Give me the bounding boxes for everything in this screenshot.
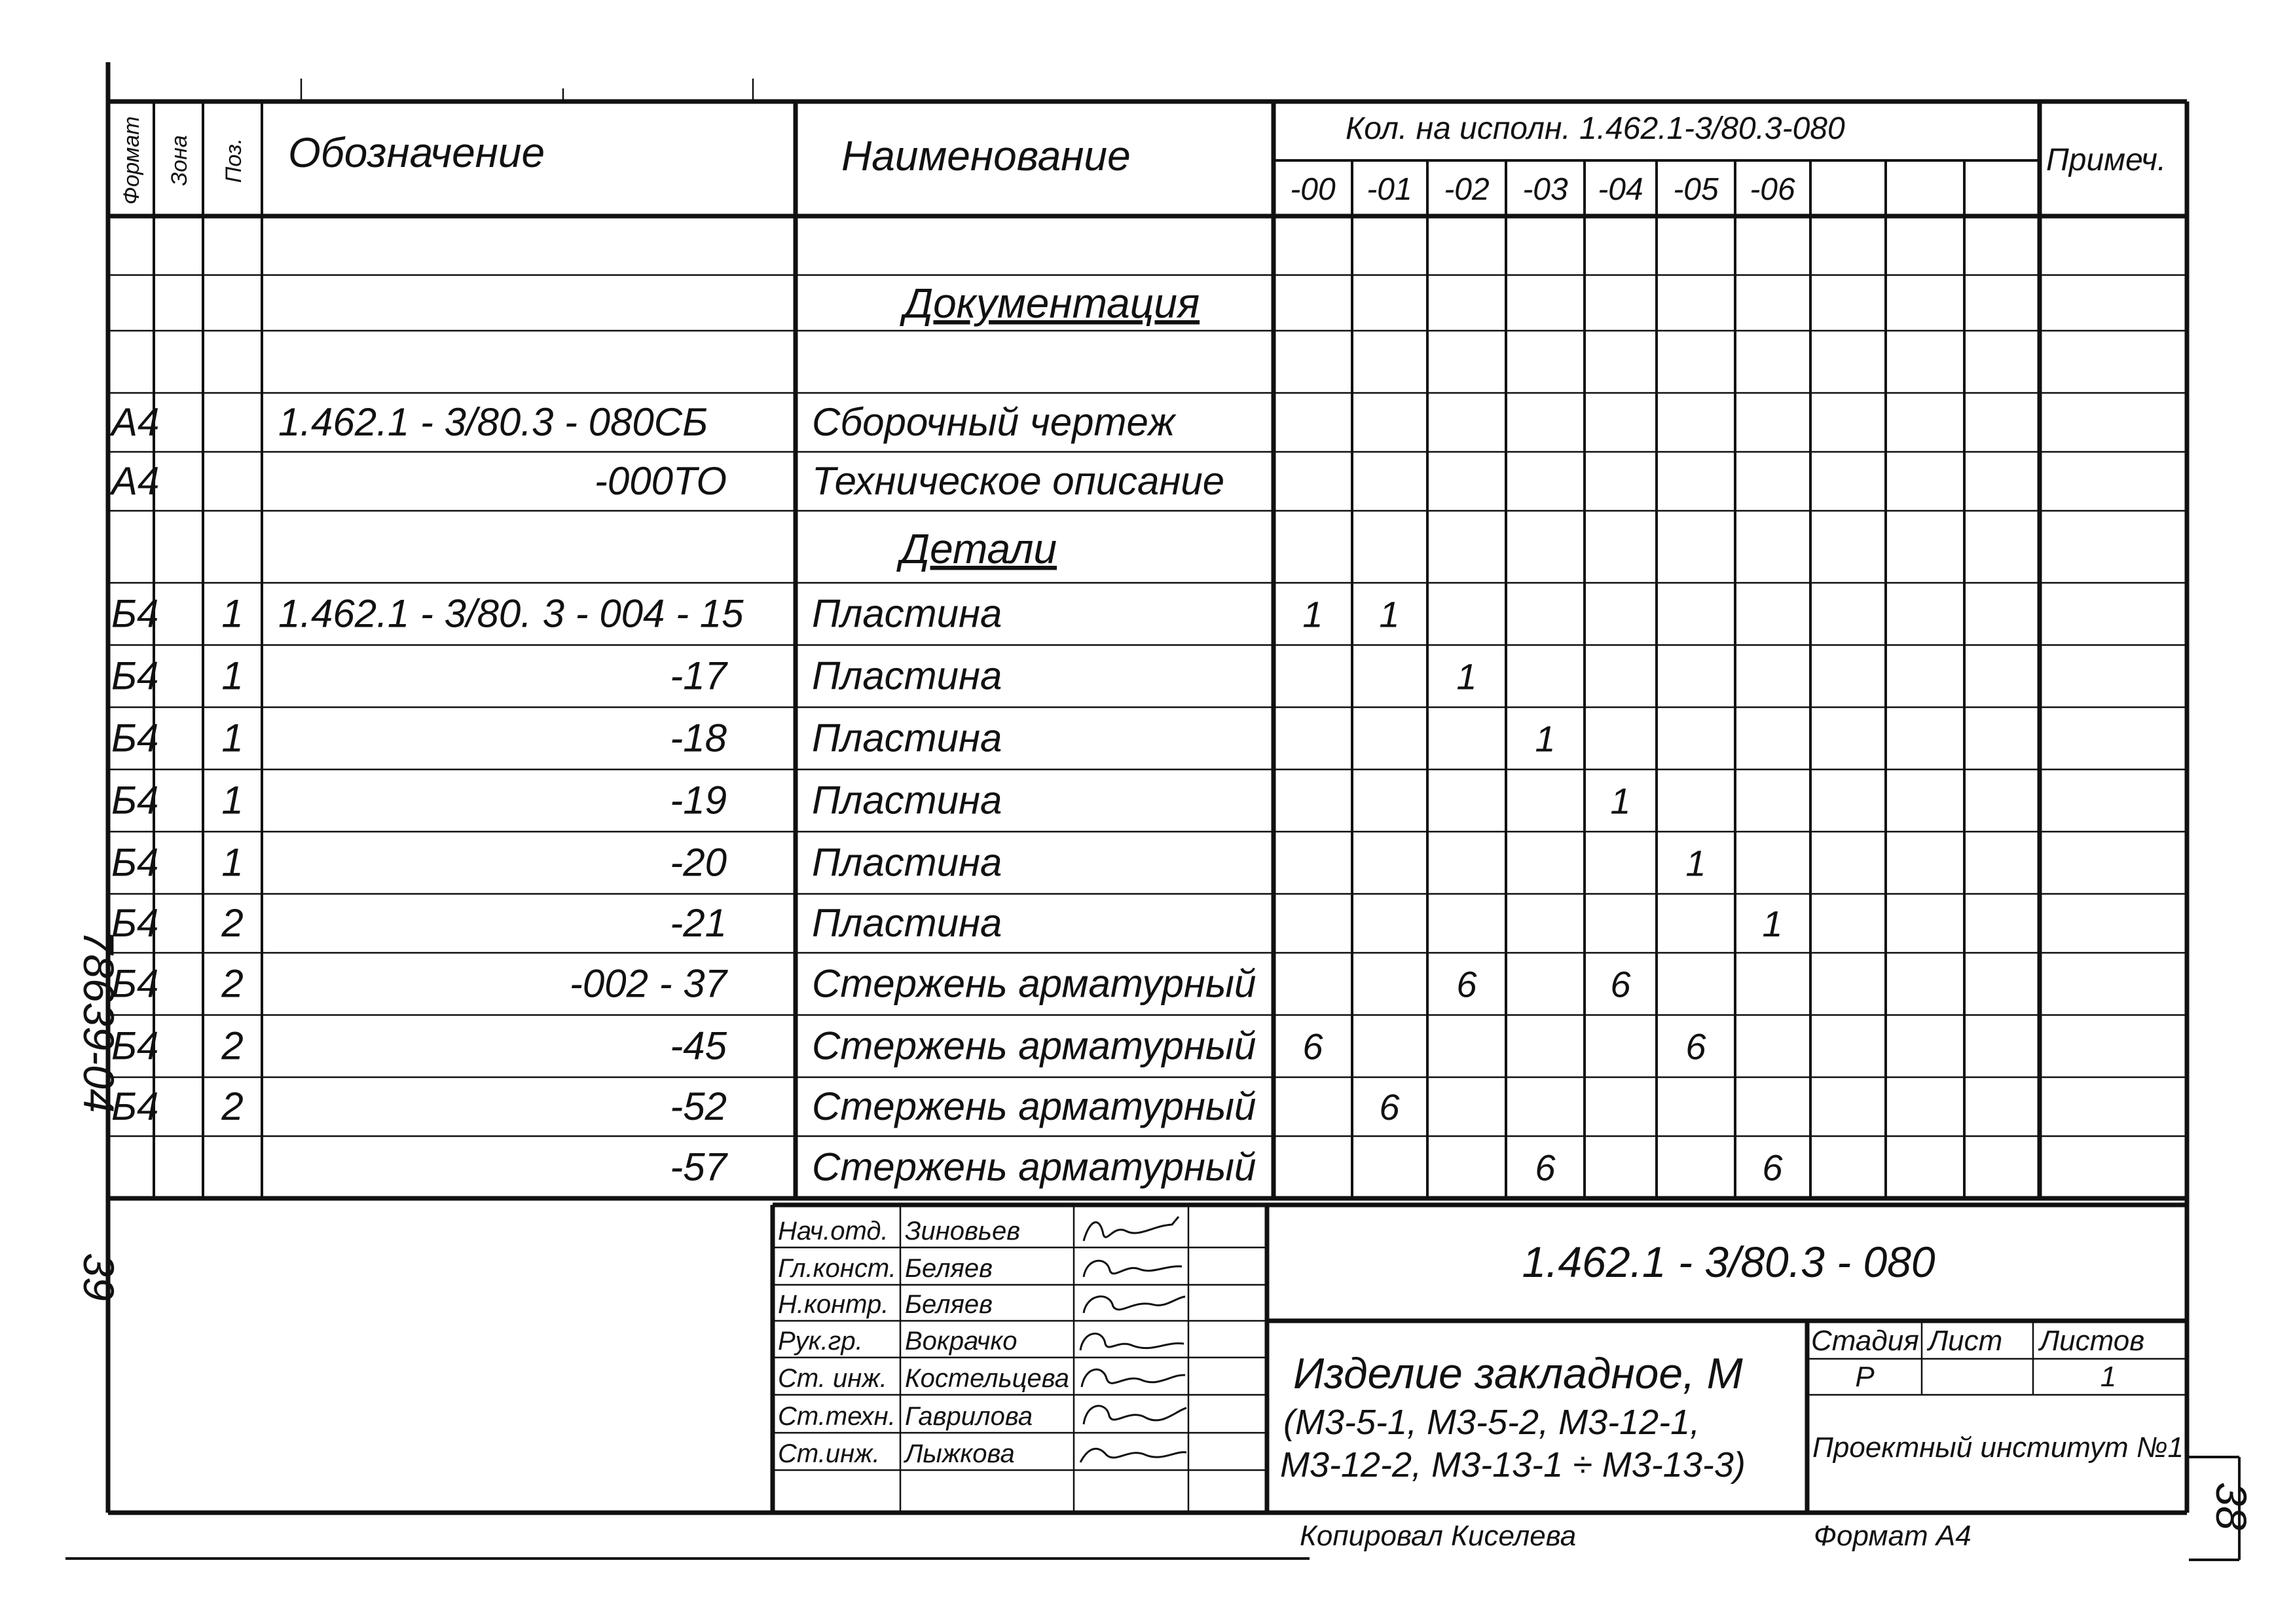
row-name: Пластина <box>812 716 1002 760</box>
signature-scribble <box>1082 1369 1185 1387</box>
row-qty: 1 <box>1610 780 1631 822</box>
row-position: 1 <box>221 840 244 885</box>
signature-scribble <box>1084 1297 1185 1313</box>
copied-by: Копировал Киселева <box>1300 1520 1577 1552</box>
row-qty: 1 <box>1535 718 1556 760</box>
signature-name: Гаврилова <box>905 1402 1033 1431</box>
header-zone: Зона <box>167 135 192 186</box>
header-qty-title: Кол. на исполн. 1.462.1-3/80.3-080 <box>1346 111 1845 146</box>
row-name: Техническое описание <box>812 459 1225 503</box>
signature-scribbles <box>1080 1217 1186 1462</box>
left-page-number: 39 <box>75 1253 123 1301</box>
row-format: Б4 <box>111 591 159 636</box>
row-name: Стержень арматурный <box>812 961 1256 1006</box>
header-position: Поз. <box>221 138 246 183</box>
row-format: А4 <box>111 459 160 503</box>
row-qty: 1 <box>1685 842 1706 884</box>
signature-scribble <box>1084 1261 1182 1277</box>
row-designation: -19 <box>670 778 727 822</box>
row-format: Б4 <box>111 961 159 1006</box>
signature-role: Гл.конст. <box>778 1254 896 1283</box>
signature-role: Ст.инж. <box>778 1439 880 1468</box>
signature-role: Ст.техн. <box>778 1402 896 1431</box>
row-designation: -20 <box>670 840 727 885</box>
signature-name: Костельцева <box>905 1364 1070 1393</box>
row-designation: -002 - 37 <box>569 961 727 1006</box>
row-designation: -52 <box>670 1084 727 1128</box>
sheet-format: Формат А4 <box>1814 1520 1971 1552</box>
row-qty: 1 <box>1456 655 1477 697</box>
section-heading-parts: Детали <box>900 525 1057 572</box>
stage-value: Р <box>1855 1361 1875 1393</box>
signature-name: Беляев <box>905 1290 993 1319</box>
row-qty: 6 <box>1685 1025 1706 1067</box>
row-name: Пластина <box>812 901 1002 945</box>
sheets-value: 1 <box>2100 1361 2117 1393</box>
row-position: 1 <box>221 654 244 698</box>
signature-scribble <box>1080 1334 1184 1350</box>
row-designation: -000ТО <box>594 459 727 503</box>
row-designation: -21 <box>670 901 727 945</box>
row-position: 2 <box>221 1084 244 1128</box>
row-designation: 1.462.1 - 3/80. 3 - 004 - 15 <box>278 591 744 636</box>
signature-role: Ст. инж. <box>778 1364 887 1393</box>
signature-name: Лыжкова <box>905 1439 1015 1468</box>
row-name: Сборочный чертеж <box>812 400 1175 444</box>
row-name: Пластина <box>812 591 1002 636</box>
signature-name: Беляев <box>905 1254 993 1283</box>
signature-role: Рук.гр. <box>778 1327 863 1356</box>
row-qty: 6 <box>1302 1025 1323 1067</box>
row-name: Пластина <box>812 778 1002 822</box>
signature-name: Зиновьев <box>905 1217 1021 1246</box>
row-position: 1 <box>221 716 244 760</box>
row-qty: 1 <box>1762 903 1783 944</box>
row-designation: -57 <box>670 1145 727 1189</box>
header-format: Формат <box>119 116 144 205</box>
header-note: Примеч. <box>2046 143 2167 177</box>
row-qty: 6 <box>1610 963 1631 1005</box>
row-format: Б4 <box>111 840 159 885</box>
header-name: Наименование <box>841 132 1131 179</box>
row-format: А4 <box>111 400 160 444</box>
row-qty: 6 <box>1762 1147 1783 1189</box>
row-name: Стержень арматурный <box>812 1024 1256 1068</box>
row-qty: 6 <box>1379 1086 1400 1128</box>
product-variants-line1: (М3-5-1, М3-5-2, М3-12-1, <box>1283 1403 1700 1442</box>
header-variant: -05 <box>1673 172 1719 207</box>
product-title: Изделие закладное, М <box>1293 1349 1743 1397</box>
row-position: 2 <box>221 1024 244 1068</box>
row-designation: -18 <box>670 716 727 760</box>
row-name: Пластина <box>812 654 1002 698</box>
sheets-label: Листов <box>2040 1325 2145 1357</box>
signature-scribble <box>1084 1217 1179 1241</box>
signature-role: Нач.отд. <box>778 1217 889 1246</box>
section-heading-documentation: Документация <box>904 280 1200 327</box>
header-variant: -04 <box>1598 172 1643 207</box>
header-variant: -02 <box>1444 172 1490 207</box>
row-format: Б4 <box>111 654 159 698</box>
signature-scribble <box>1080 1449 1186 1462</box>
row-format: Б4 <box>111 901 159 945</box>
row-format: Б4 <box>111 1084 159 1128</box>
row-designation: -17 <box>670 654 727 698</box>
row-designation: 1.462.1 - 3/80.3 - 080СБ <box>278 400 708 444</box>
signature-role: Н.контр. <box>778 1290 889 1319</box>
row-name: Стержень арматурный <box>812 1084 1256 1128</box>
organization: Проектный институт №1 <box>1812 1431 2184 1464</box>
archive-number: 78639-04 <box>75 930 123 1113</box>
row-qty: 1 <box>1379 593 1400 635</box>
row-name: Стержень арматурный <box>812 1145 1256 1189</box>
signature-scribble <box>1084 1406 1186 1424</box>
spec-table-body <box>109 400 1783 1189</box>
header-variant: -00 <box>1290 172 1336 207</box>
row-qty: 6 <box>1535 1147 1556 1189</box>
header-variant: -03 <box>1522 172 1568 207</box>
sheet-label: Лист <box>1928 1325 2003 1357</box>
stage-label: Стадия <box>1811 1325 1919 1357</box>
header-variant: -06 <box>1750 172 1795 207</box>
row-qty: 1 <box>1302 593 1323 635</box>
signature-table <box>778 1217 1069 1468</box>
row-position: 2 <box>221 961 244 1006</box>
document-number: 1.462.1 - 3/80.3 - 080 <box>1522 1238 1935 1286</box>
product-variants-line2: М3-12-2, М3-13-1 ÷ М3-13-3) <box>1280 1445 1746 1485</box>
row-format: Б4 <box>111 716 159 760</box>
row-format: Б4 <box>111 778 159 822</box>
row-position: 1 <box>221 778 244 822</box>
header-designation: Обозначение <box>288 129 545 176</box>
row-designation: -45 <box>670 1024 727 1068</box>
row-qty: 6 <box>1456 963 1477 1005</box>
signature-name: Вокрачко <box>905 1327 1018 1356</box>
right-page-number: 38 <box>2207 1482 2256 1530</box>
header-variant: -01 <box>1366 172 1412 207</box>
row-position: 2 <box>221 901 244 945</box>
row-position: 1 <box>221 591 244 636</box>
row-format: Б4 <box>111 1024 159 1068</box>
row-name: Пластина <box>812 840 1002 885</box>
